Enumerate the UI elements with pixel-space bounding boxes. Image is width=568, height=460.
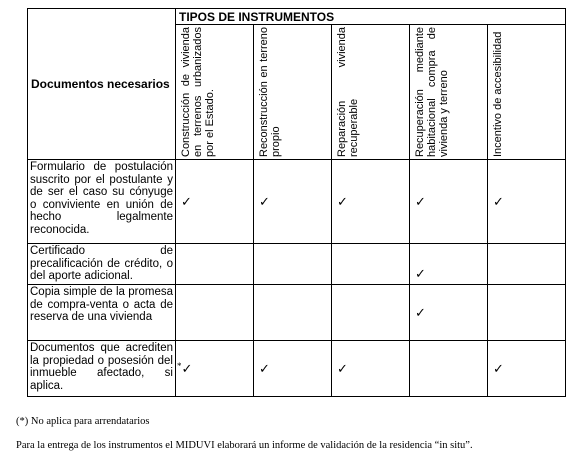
column-header-cell bbox=[488, 25, 566, 160]
check-cell bbox=[488, 341, 566, 397]
column-header-construction: Construcción de vivienda en terrenos urbanizados por el Estado. bbox=[180, 27, 216, 157]
check-cell bbox=[410, 160, 488, 244]
checkmark-icon: ✓ bbox=[415, 304, 426, 320]
check-cell bbox=[410, 341, 488, 397]
document-cell: Certificado de precalificación de crédito, o del aporte adicional. bbox=[28, 244, 176, 285]
document-cell: Documentos que acrediten la propiedad o posesión del inmueble afectado, si aplica. bbox=[28, 341, 176, 397]
table-row bbox=[28, 341, 566, 397]
checkmark-icon: ✓ bbox=[415, 266, 426, 281]
check-cell bbox=[332, 160, 410, 244]
column-header-cell bbox=[254, 25, 332, 160]
documents-header: Documentos necesarios bbox=[28, 9, 176, 160]
check-cell bbox=[488, 244, 566, 285]
checkmark-icon: ✓ bbox=[259, 360, 270, 376]
check-cell bbox=[488, 160, 566, 244]
checkmark-icon: ✓ bbox=[493, 360, 504, 376]
check-cell bbox=[176, 244, 254, 285]
footnote: (*) No aplica para arrendatarios bbox=[16, 416, 150, 427]
requirements-table bbox=[27, 8, 566, 397]
check-cell bbox=[410, 244, 488, 285]
check-cell bbox=[332, 244, 410, 285]
check-cell bbox=[176, 341, 254, 397]
instrument-types-header: TIPOS DE INSTRUMENTOS bbox=[176, 9, 566, 25]
check-cell bbox=[254, 244, 332, 285]
checkmark-icon: ✓ bbox=[493, 193, 504, 209]
checkmark-icon: ✓ bbox=[415, 193, 426, 209]
column-header-cell bbox=[332, 25, 410, 160]
checkmark-icon: ✓ bbox=[181, 193, 192, 209]
check-cell bbox=[332, 285, 410, 341]
column-header-repair: Reparación vivienda recuperable bbox=[336, 27, 360, 157]
column-header-recovery: Recuperación mediante habitacional compra de vivienda y terreno bbox=[414, 27, 450, 157]
check-cell bbox=[176, 285, 254, 341]
checkmark-icon: ✓ bbox=[181, 360, 193, 376]
column-header-cell bbox=[176, 25, 254, 160]
table-row bbox=[28, 285, 566, 341]
checkmark-icon: ✓ bbox=[259, 193, 270, 209]
check-cell bbox=[254, 160, 332, 244]
check-cell bbox=[488, 285, 566, 341]
asterisk-mark: * bbox=[177, 360, 182, 371]
check-cell bbox=[410, 285, 488, 341]
check-cell bbox=[332, 341, 410, 397]
checkmark-icon: ✓ bbox=[337, 193, 348, 209]
column-header-reconstruction: Reconstrucción en terreno propio bbox=[258, 27, 282, 157]
group-header-row bbox=[28, 9, 566, 25]
check-cell bbox=[254, 341, 332, 397]
check-cell bbox=[254, 285, 332, 341]
document-cell: Formulario de postulación suscrito por el postulante y de ser el caso su cónyuge o conviviente en unión de hecho legalmente reconocida. bbox=[28, 160, 176, 244]
delivery-note: Para la entrega de los instrumentos el MIDUVI elaborará un informe de validación de la residencia “in situ”. bbox=[16, 440, 473, 451]
column-header-accessibility: Incentivo de accesibilidad bbox=[492, 31, 504, 157]
table-row bbox=[28, 244, 566, 285]
check-cell bbox=[176, 160, 254, 244]
table-row bbox=[28, 160, 566, 244]
column-header-cell bbox=[410, 25, 488, 160]
document-cell: Copia simple de la promesa de compra-venta o acta de reserva de una vivienda bbox=[28, 285, 176, 341]
checkmark-icon: ✓ bbox=[337, 360, 348, 376]
